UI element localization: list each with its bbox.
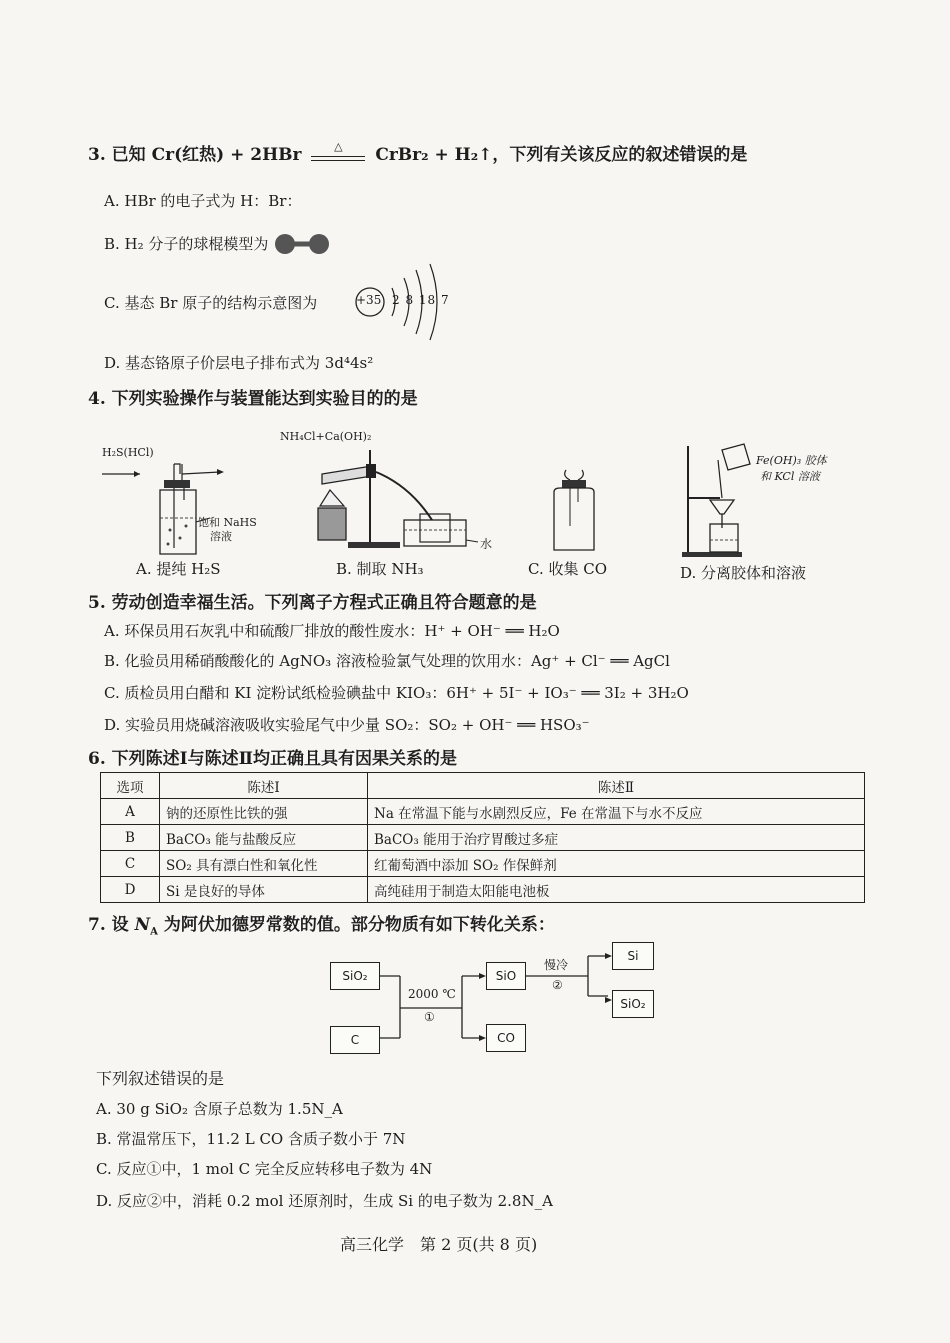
q7-na-subscript: A xyxy=(150,926,158,938)
diagram-condition-1-temp: 2000 ℃ xyxy=(408,987,456,1001)
q7-stem-suffix: 为阿伏加德罗常数的值。部分物质有如下转化关系： xyxy=(163,915,555,935)
q3-option-d: D. 基态铬原子价层电子排布式为 3d⁴4s² xyxy=(104,354,374,372)
fig-d-caption: D. 分离胶体和溶液 xyxy=(680,564,807,582)
q7-stem-prefix: 7. 设 xyxy=(88,915,129,935)
table-cell: 钠的还原性比铁的强 xyxy=(160,799,368,825)
diagram-box-c: C xyxy=(330,1026,380,1054)
diagram-box-sio2-product: SiO₂ xyxy=(612,990,654,1018)
q4-stem: 4. 下列实验操作与装置能达到实验目的的是 xyxy=(88,389,418,409)
diagram-condition-1-number: ① xyxy=(424,1010,435,1024)
fig-b-caption: B. 制取 NH₃ xyxy=(336,560,424,578)
table-cell: BaCO₃ 能与盐酸反应 xyxy=(160,825,368,851)
q3-option-b-text: B. H₂ 分子的球棍模型为 xyxy=(104,235,269,253)
table-cell: 红葡萄酒中添加 SO₂ 作保鲜剂 xyxy=(368,851,865,877)
q7-stem xyxy=(88,910,555,937)
table-cell: SO₂ 具有漂白性和氧化性 xyxy=(160,851,368,877)
diagram-box-si: Si xyxy=(612,942,654,970)
q3-reaction-arrow xyxy=(307,140,369,153)
table-header-statement-1: 陈述Ⅰ xyxy=(160,773,368,799)
fig-a-gas-washing-bottle xyxy=(100,460,240,560)
q7-sub-stem: 下列叙述错误的是 xyxy=(96,1069,225,1088)
q5-option-d: D. 实验员用烧碱溶液吸收实验尾气中少量 SO₂：SO₂ + OH⁻ ══ HSO₃⁻ xyxy=(104,716,590,734)
table-cell: Si 是良好的导体 xyxy=(160,877,368,903)
fig-a-solution-label-2: 溶液 xyxy=(210,530,232,543)
q5-stem: 5. 劳动创造幸福生活。下列离子方程式正确且符合题意的是 xyxy=(88,593,537,613)
q3-arrow-label: △ xyxy=(334,140,343,153)
fig-a-gas-label: H₂S(HCl) xyxy=(102,446,154,459)
table-row xyxy=(101,851,865,877)
q3-option-c-text: C. 基态 Br 原子的结构示意图为 xyxy=(104,294,318,312)
q7-option-a: A. 30 g SiO₂ 含原子总数为 1.5N_A xyxy=(96,1100,343,1118)
q3-stem-suffix: CrBr₂ + H₂↑，下列有关该反应的叙述错误的是 xyxy=(375,145,748,165)
q3-option-b xyxy=(104,233,335,257)
q7-option-d: D. 反应②中，消耗 0.2 mol 还原剂时，生成 Si 的电子数为 2.8N_A xyxy=(96,1192,553,1210)
q5-option-a: A. 环保员用石灰乳中和硫酸厂排放的酸性废水：H⁺ + OH⁻ ══ H₂O xyxy=(104,622,560,640)
table-row xyxy=(101,877,865,903)
q7-option-c: C. 反应①中，1 mol C 完全反应转移电子数为 4N xyxy=(96,1160,433,1178)
q5-option-b: B. 化验员用稀硝酸酸化的 AgNO₃ 溶液检验氯气处理的饮用水：Ag⁺ + Cl⁻ ══ AgCl xyxy=(104,652,670,670)
diagram-condition-2-label: 慢冷 xyxy=(544,958,569,972)
fig-a-solution-label-1: 饱和 NaHS xyxy=(198,516,257,529)
q6-table xyxy=(100,772,865,903)
page-footer: 高三化学 第 2 页(共 8 页) xyxy=(340,1235,538,1254)
equals-line-icon xyxy=(311,156,365,157)
h2-ball-stick-model-icon xyxy=(273,233,335,257)
fig-c-gas-bottle xyxy=(548,466,608,556)
q5-option-c: C. 质检员用白醋和 KI 淀粉试纸检验碘盐中 KIO₃：6H⁺ + 5I⁻ + IO₃⁻ ══ 3I₂ + 3H₂O xyxy=(104,684,689,702)
table-cell: B xyxy=(101,825,160,851)
fig-b-reagent-label: NH₄Cl+Ca(OH)₂ xyxy=(280,430,372,443)
fig-b-water-label: 水 xyxy=(480,537,493,551)
table-header-row xyxy=(101,773,865,799)
fig-a-caption: A. 提纯 H₂S xyxy=(136,560,221,578)
q7-na-symbol: N xyxy=(134,915,151,935)
table-cell: Na 在常温下能与水剧烈反应，Fe 在常温下与水不反应 xyxy=(368,799,865,825)
equals-line-icon xyxy=(311,160,365,161)
table-row xyxy=(101,825,865,851)
q3-option-a: A. HBr 的电子式为 H：Br： xyxy=(104,192,302,210)
table-cell: BaCO₃ 能用于治疗胃酸过多症 xyxy=(368,825,865,851)
q3-stem-prefix: 3. 已知 Cr(红热) + 2HBr xyxy=(88,145,302,165)
q7-option-b: B. 常温常压下，11.2 L CO 含质子数小于 7N xyxy=(96,1130,406,1148)
fig-d-label-1: Fe(OH)₃ 胶体 xyxy=(756,454,827,467)
diagram-box-co: CO xyxy=(486,1024,526,1052)
table-cell: A xyxy=(101,799,160,825)
diagram-box-sio2-reactant: SiO₂ xyxy=(330,962,380,990)
fig-d-label-2: 和 KCl 溶液 xyxy=(760,470,820,483)
diagram-condition-2-number: ② xyxy=(552,978,563,992)
table-header-option: 选项 xyxy=(101,773,160,799)
br-nucleus-label: +35 xyxy=(356,293,382,307)
br-shell-electrons: 2 8 18 7 xyxy=(392,293,450,307)
q3-stem xyxy=(88,140,747,165)
q6-stem: 6. 下列陈述Ⅰ与陈述Ⅱ均正确且具有因果关系的是 xyxy=(88,749,457,769)
q3-option-c xyxy=(104,292,317,313)
table-cell: C xyxy=(101,851,160,877)
table-cell: 高纯硅用于制造太阳能电池板 xyxy=(368,877,865,903)
table-row xyxy=(101,799,865,825)
table-cell: D xyxy=(101,877,160,903)
fig-c-caption: C. 收集 CO xyxy=(528,560,608,578)
fig-b-nh3-apparatus xyxy=(300,446,500,556)
table-header-statement-2: 陈述Ⅱ xyxy=(368,773,865,799)
diagram-box-sio: SiO xyxy=(486,962,526,990)
